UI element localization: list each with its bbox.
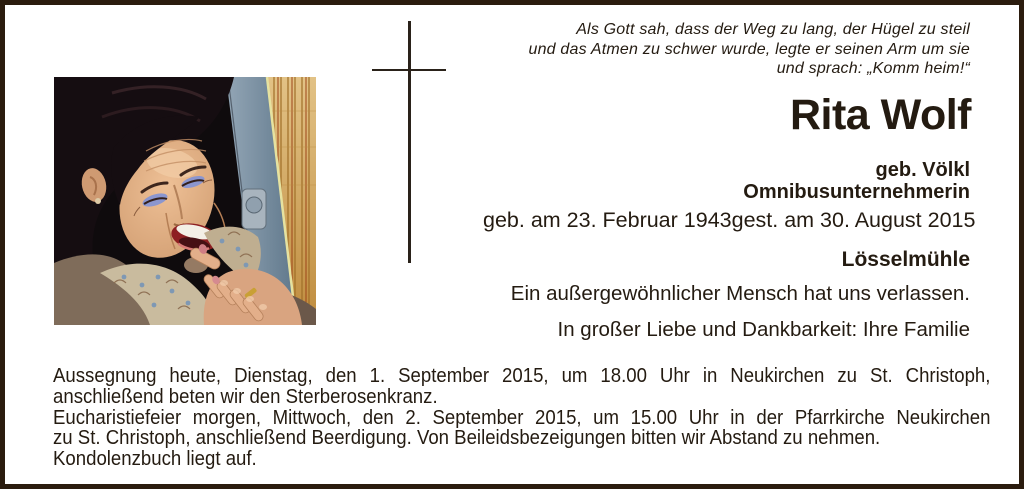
funeral-announcement [53, 366, 990, 470]
verse-line-3: und sprach: „Komm heim!“ [776, 60, 970, 77]
family-line: In großer Liebe und Dankbarkeit: Ihre Familie [557, 318, 970, 341]
maiden-name-block [743, 160, 970, 203]
cross-horizontal-bar [372, 69, 446, 72]
announcement-line-4: zu St. Christoph, anschließend Beerdigung. Von Beileidsbezeigungen bitten wir Abstand zu nehmen. [53, 427, 881, 450]
verse-line-1: Als Gott sah, dass der Weg zu lang, der Hügel zu steil [576, 21, 970, 38]
announcement-line-2: anschließend beten wir den Sterberosenkranz. [53, 385, 438, 408]
residence: Lösselmühle [841, 248, 970, 271]
occupation: Omnibusunternehmerin [743, 180, 970, 203]
announcement-line-1: Aussegnung heute, Dienstag, den 1. September 2015, um 18.00 Uhr in Neukirchen zu St. Christoph, [53, 365, 991, 387]
earring [95, 198, 101, 204]
birth-date: geb. am 23. Februar 1943 [483, 208, 732, 232]
cross-vertical-bar [408, 21, 411, 263]
announcement-line-5: Kondolenzbuch liegt auf. [53, 448, 257, 471]
announcement-line-3: Eucharistiefeier morgen, Mittwoch, den 2. September 2015, um 15.00 Uhr in der Pfarrkirche Neukirchen [53, 406, 991, 429]
opening-verse [528, 20, 970, 79]
maiden-name: geb. Völkl [875, 159, 970, 181]
portrait-photo [54, 77, 316, 325]
deceased-name: Rita Wolf [789, 91, 971, 139]
life-dates [483, 208, 976, 232]
death-date: gest. am 30. August 2015 [731, 208, 976, 232]
verse-line-2: und das Atmen zu schwer wurde, legte er seinen Arm um sie [528, 40, 970, 58]
tribute-line: Ein außergewöhnlicher Mensch hat uns verlassen. [510, 282, 970, 305]
